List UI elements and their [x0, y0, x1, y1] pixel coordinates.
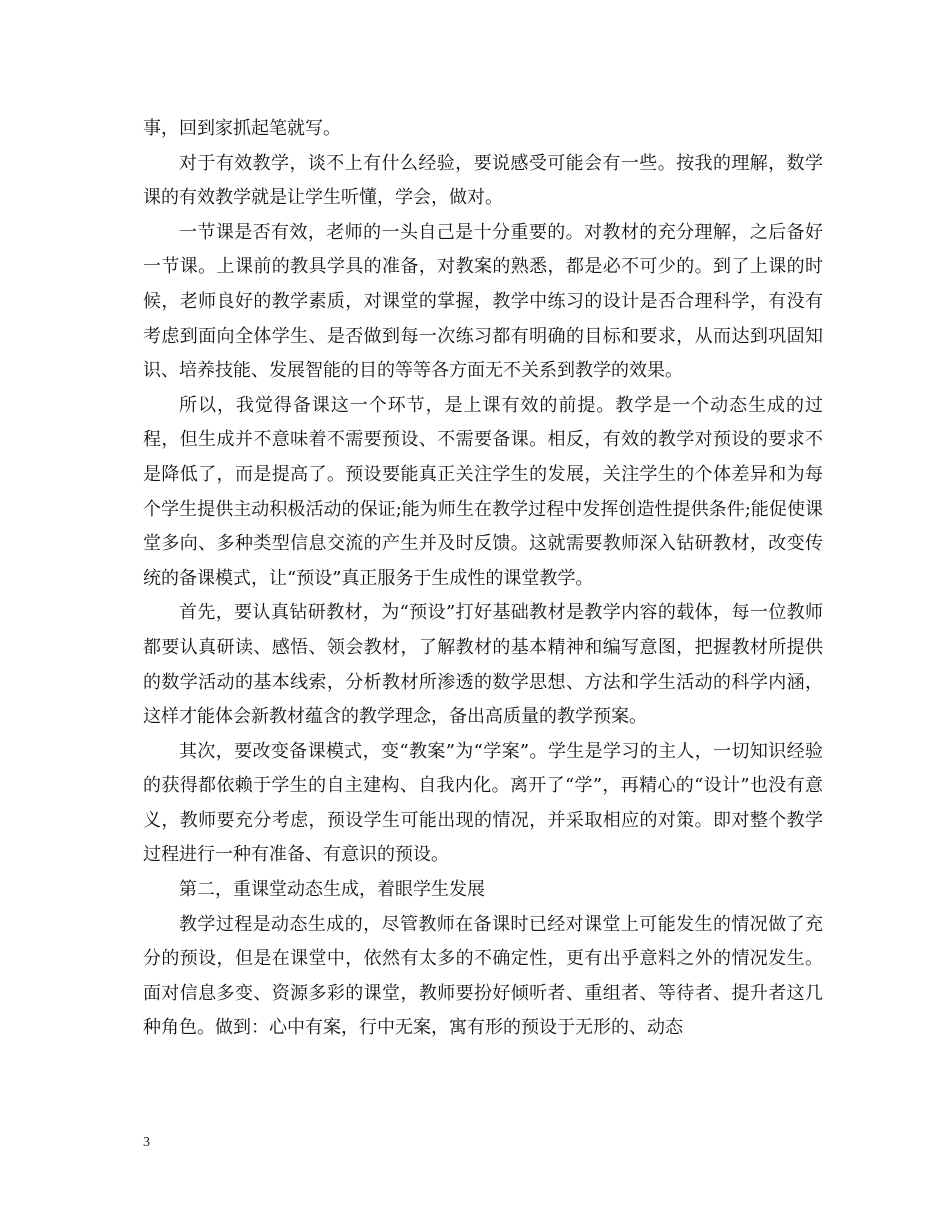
paragraph: 事，回到家抓起笔就写。 — [143, 118, 341, 139]
page-number: 3 — [143, 1135, 150, 1150]
paragraph: 一节课是否有效，老师的一头自己是十分重要的。对教材的充分理解，之后备好一节课。上课前的教具学具的准备，对教案的熟悉，都是必不可少的。到了上课的时候，老师良好的教学素质，对课堂的掌握，教学中练习的设计是否合理科学，有没有考虑到面向全体学生、是否做到每一次练习都有明确的目标和要求，从而达到巩固知识、培养技能、发展智能的目的等等各方面无不关系到教学的效果。 — [143, 221, 823, 382]
paragraph: 所以，我觉得备课这一个环节，是上课有效的前提。教学是一个动态生成的过程，但生成并不意味着不需要预设、不需要备课。相反，有效的教学对预设的要求不是降低了，而是提高了。预设要能真正关注学生的发展，关注学生的个体差异和为每个学生提供主动积极活动的保证;能为师生在教学过程中发挥创造性提供条件;能促使课堂多向、多种类型信息交流的产生并及时反馈。这就需要教师深入钻研教材，改变传统的备课模式，让“预设”真正服务于生成性的课堂教学。 — [143, 394, 823, 589]
paragraph: 其次，要改变备课模式，变“教案”为“学案”。学生是学习的主人，一切知识经验的获得都依赖于学生的自主建构、自我内化。离开了“学”，再精心的“设计”也没有意义，教师要充分考虑，预设学生可能出现的情况，并采取相应的对策。即对整个教学过程进行一种有准备、有意识的预设。 — [143, 740, 823, 866]
section-heading: 第二，重课堂动态生成，着眼学生发展 — [179, 879, 485, 901]
paragraph: 教学过程是动态生成的，尽管教师在备课时已经对课堂上可能发生的情况做了充分的预设，但是在课堂中，依然有太多的不确定性，更有出乎意料之外的情况发生。面对信息多变、资源多彩的课堂，教师要扮好倾听者、重组者、等待者、提升者这几种角色。做到：心中有案，行中无案，寓有形的预设于无形的、动态 — [143, 913, 823, 1039]
document-body — [143, 112, 823, 1046]
paragraph: 首先，要认真钻研教材，为“预设”打好基础教材是教学内容的载体，每一位教师都要认真研读、感悟、领会教材，了解教材的基本精神和编写意图，把握教材所提供的数学活动的基本线索，分析教材所渗透的数学思想、方法和学生活动的科学内涵，这样才能体会新教材蕴含的教学理念，备出高质量的教学预案。 — [143, 602, 823, 728]
paragraph: 对于有效教学，谈不上有什么经验，要说感受可能会有一些。按我的理解，数学课的有效教学就是让学生听懂，学会，做对。 — [143, 152, 823, 209]
